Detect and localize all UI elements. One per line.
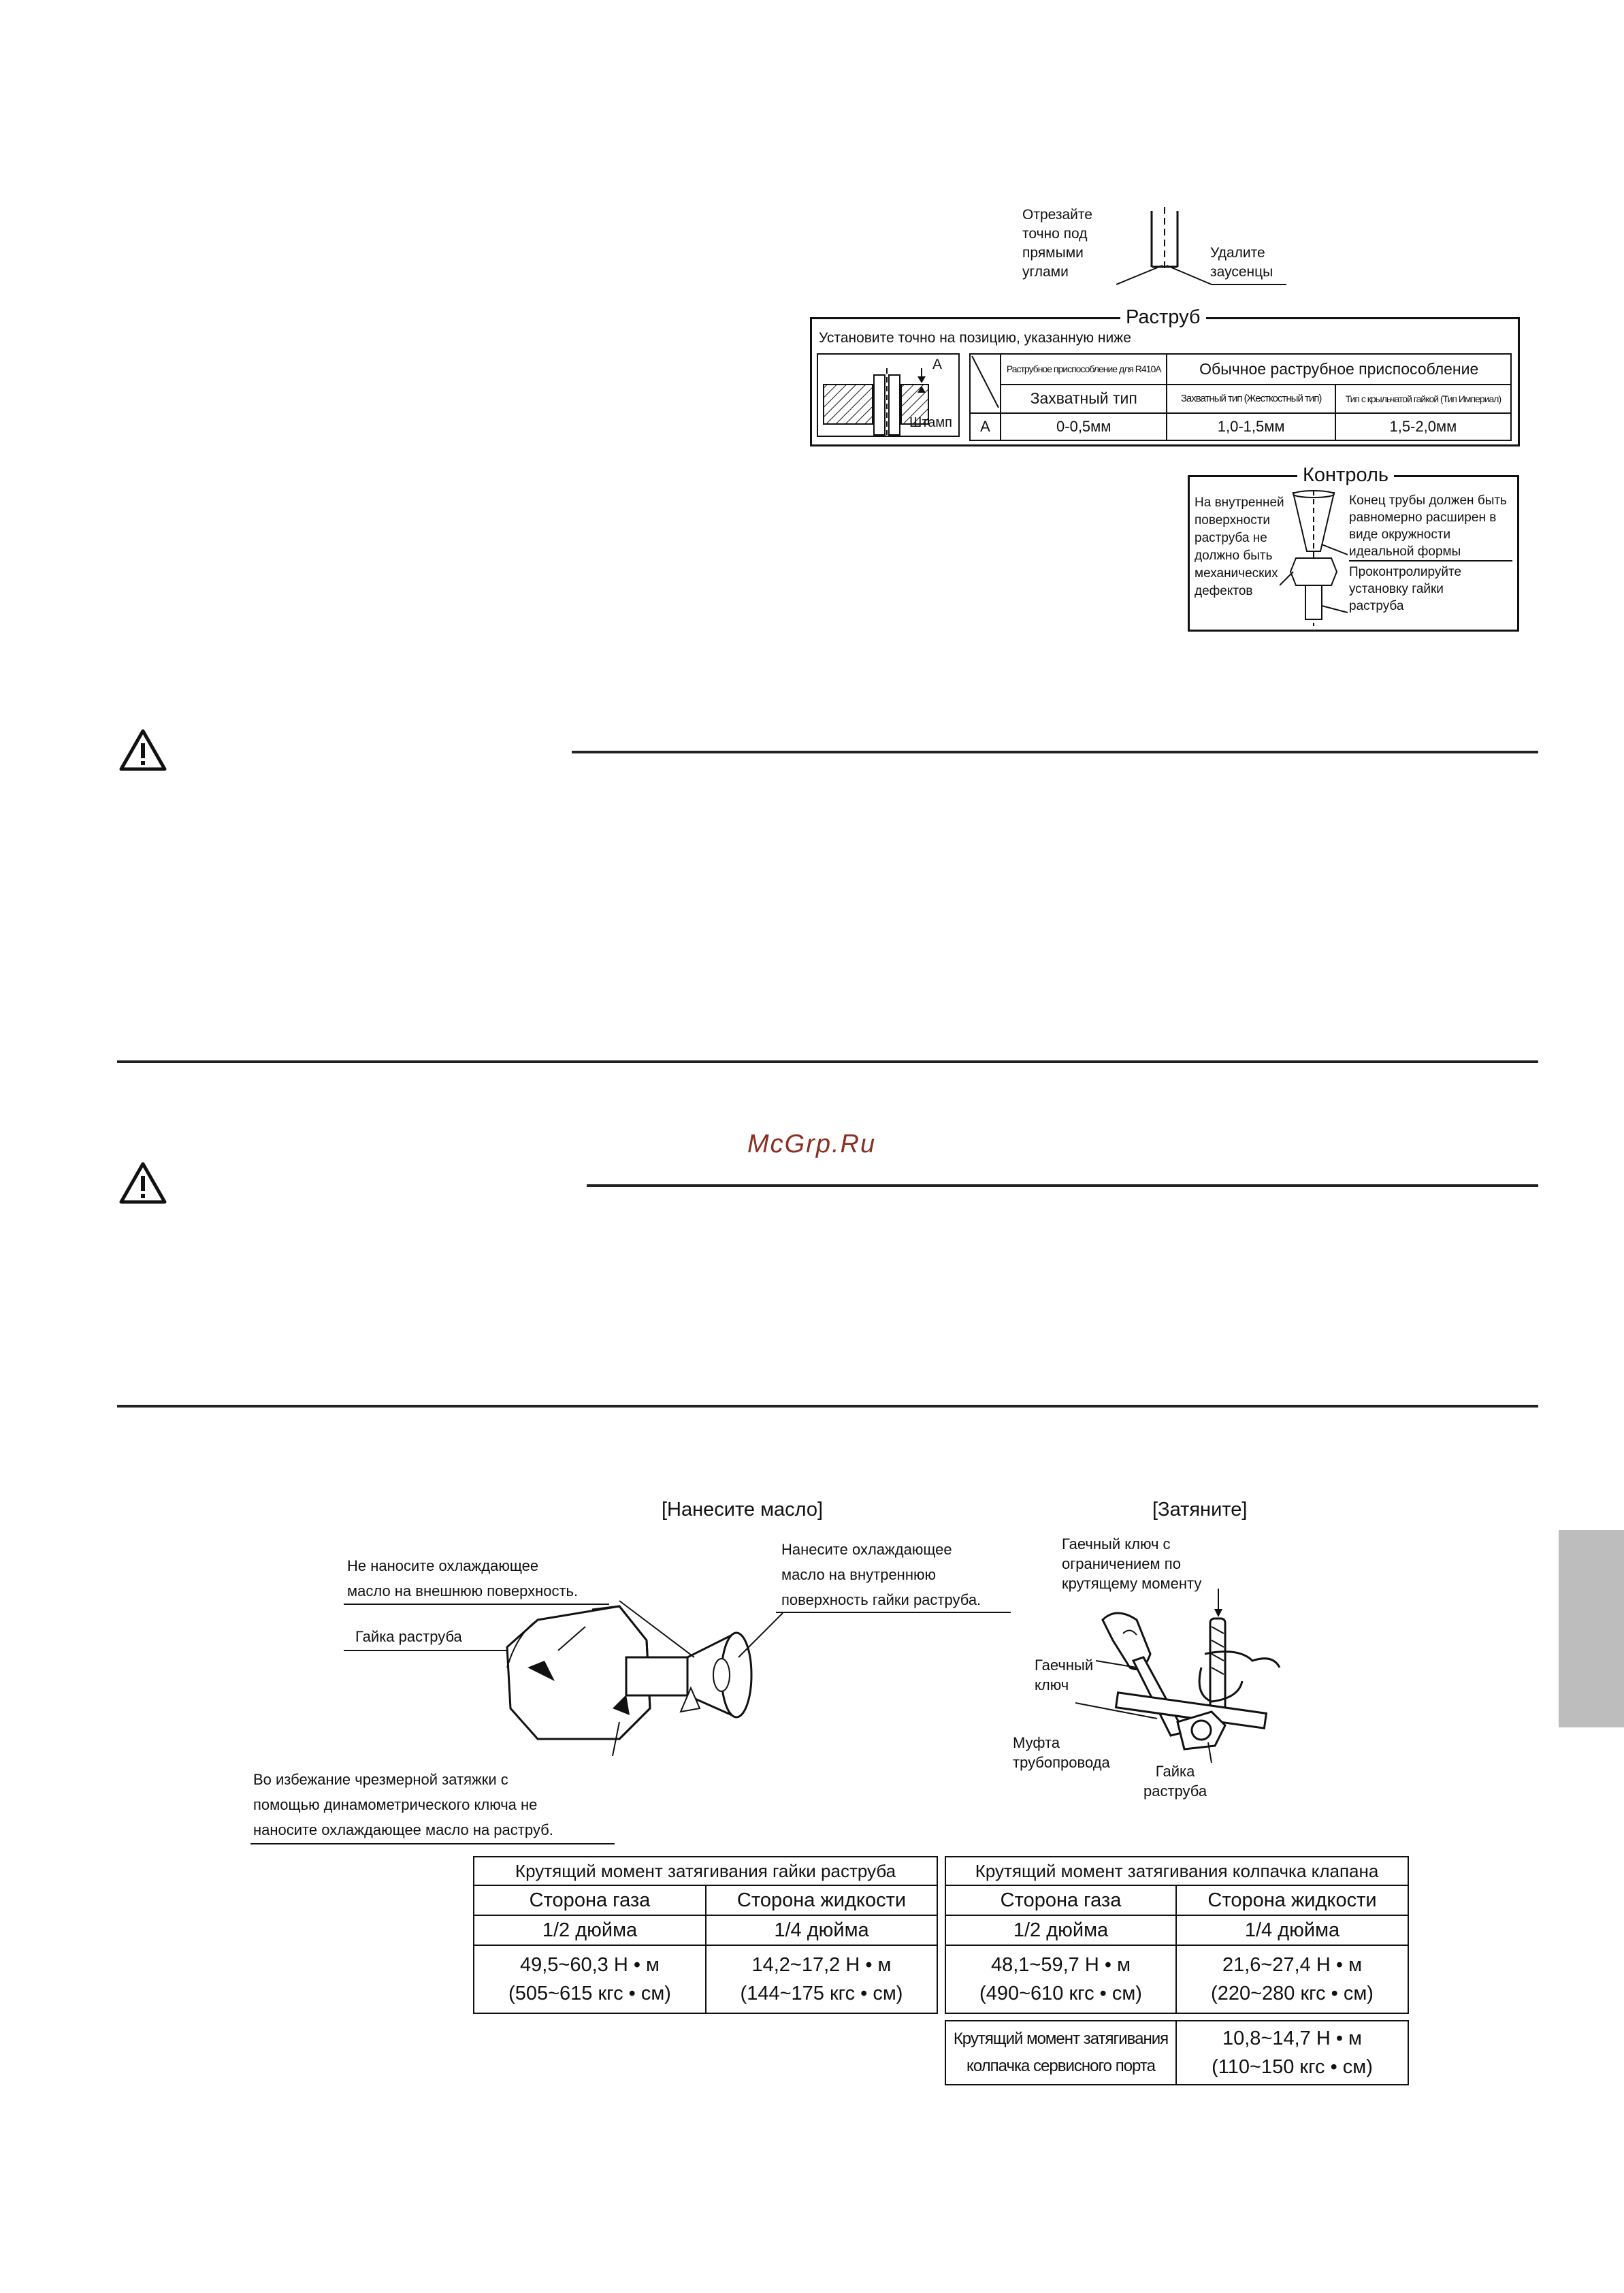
value-line: 14,2~17,2 Н • м [751,1954,892,1976]
note-line: Гаечный [1035,1657,1094,1674]
section-rule [572,751,1538,753]
note-line: виде окружности [1349,527,1451,542]
sub-wing: Тип с крыльчатой гайкой (Тип Империал) [1335,385,1511,413]
note-line: поверхность гайки раструба. [781,1591,981,1608]
torque-service-table [945,2020,1409,2085]
note-line: Нанесите охлаждающее [781,1541,952,1558]
torque-nut-title: Крутящий момент затягивания гайки раструба [474,1857,937,1885]
page-edge-tab [1559,1530,1624,1727]
oil-flare-nut-label: Гайка раструба [355,1628,462,1645]
note-line: Проконтролируйте [1349,565,1462,579]
value-line: (144~175 кгс • см) [740,1983,903,2004]
section-rule [587,1184,1538,1187]
note-line: установку гайки [1349,582,1444,596]
note-line: должно быть [1195,549,1273,563]
cut-label-line: точно под [1022,226,1088,242]
header-r410a: Раструбное приспособление для R410A [1001,354,1167,385]
control-left-note [1195,494,1284,600]
note-line: раструба не [1195,531,1267,545]
torque-cap-title: Крутящий момент затягивания колпачка клапана [945,1857,1408,1885]
note-line: Муфта [1013,1734,1060,1751]
watermark: McGrp.Ru [747,1130,877,1158]
sub-clutch: Захватный тип [1001,385,1167,413]
deburr-label [1210,244,1273,282]
diagonal-icon [971,355,1000,409]
torque-cap-val-gas [945,1945,1176,2013]
note-line: На внутренней [1195,495,1284,510]
note-line: помощью динамометрического ключа не [253,1796,538,1813]
value-line: 49,5~60,3 Н • м [519,1954,660,1976]
note-line: масло на внутреннюю [781,1566,936,1583]
value-line: (490~610 кгс • см) [979,1983,1142,2004]
val-clutch: 0-0,5мм [1001,413,1167,440]
tighten-title: [Затяните] [1152,1499,1248,1520]
torque-cap-val-liquid [1176,1945,1408,2013]
note-line: дефектов [1195,584,1253,598]
value-line: (110~150 кгс • см) [1212,2056,1373,2078]
cut-label-line: углами [1022,264,1069,280]
note-line: Конец трубы должен быть [1349,493,1507,508]
note-line: ограничением по [1062,1555,1181,1572]
torque-nut-val-liquid [706,1945,937,2013]
flare-title: Раструб [1120,306,1206,329]
leader-line [250,1843,615,1844]
oil-note-inner [781,1537,981,1612]
flare-nut-oil-icon [490,1593,790,1756]
value-line: (505~615 кгс • см) [508,1983,671,2004]
oil-title: [Нанесите масло] [662,1499,824,1520]
note-line: идеальной формы [1349,544,1461,559]
row-label-a: A [970,413,1001,440]
note-line: Гаечный ключ с [1062,1535,1171,1552]
oil-note-torque [253,1767,553,1842]
deburr-label-line: Удалите [1210,245,1265,261]
value-line: (220~280 кгс • см) [1211,1983,1374,2004]
wrench-tightening-icon [1075,1579,1286,1783]
cut-label [1022,206,1092,282]
note-line: Во избежание чрезмерной затяжки с [253,1771,508,1788]
torque-nut-table [473,1856,938,2014]
control-right-note-2 [1349,564,1461,615]
flare-size-table [969,353,1512,441]
torque-service-label [945,2021,1176,2085]
value-line: 48,1~59,7 Н • м [990,1954,1131,1976]
value-line: 10,8~14,7 Н • м [1222,2028,1362,2049]
torque-nut-col-gas: Сторона газа [474,1885,706,1915]
value-line: 21,6~27,4 Н • м [1222,1954,1363,1976]
note-line: крутящему моменту [1062,1575,1202,1592]
flare-instruction: Установите точно на позицию, указанную ниже [819,330,1131,346]
note-line: раструба [1349,599,1404,613]
torque-cap-col-liquid: Сторона жидкости [1176,1885,1408,1915]
note-line: механических [1195,566,1278,581]
leader-line [776,1612,1011,1613]
note-line: наносите охлаждающее масло на раструб. [253,1821,553,1838]
deburr-label-line: заусенцы [1210,264,1273,280]
sub-clutch-rigid: Захватный тип (Жесткостный тип) [1167,385,1335,413]
torque-nut-col-liquid: Сторона жидкости [706,1885,937,1915]
note-line: поверхности [1195,513,1271,527]
label-line: Крутящий момент затягивания [953,2030,1169,2048]
control-title: Контроль [1297,464,1394,487]
flare-label-stamp: Штамп [909,415,952,430]
section-divider [117,1405,1538,1408]
note-line: равномерно расширен в [1349,510,1497,525]
torque-cap-size-liquid: 1/4 дюйма [1176,1915,1408,1945]
torque-nut-size-liquid: 1/4 дюйма [706,1915,937,1945]
flare-check-icon [1280,490,1348,626]
note-line: Не наносите охлаждающее [347,1557,539,1574]
val-wing: 1,5-2,0мм [1335,413,1511,440]
flare-table-corner [970,354,1001,413]
note-line: Гайка [1155,1763,1195,1780]
val-rigid: 1,0-1,5мм [1167,413,1335,440]
flare-label-a: A [932,357,943,372]
cut-label-line: прямыми [1022,245,1084,261]
note-line: раструба [1143,1783,1207,1800]
section-divider [117,1060,1538,1063]
note-line: масло на внешнюю поверхность. [347,1582,579,1599]
control-divider [1349,560,1512,562]
torque-cap-table [945,1856,1409,2014]
label-line: колпачка сервисного порта [967,2057,1155,2075]
note-line: ключ [1035,1676,1069,1693]
torque-nut-val-gas [474,1945,706,2013]
torque-service-value [1176,2021,1408,2085]
warning-icon [118,1161,167,1205]
torque-cap-col-gas: Сторона газа [945,1885,1176,1915]
note-line: трубопровода [1013,1754,1110,1771]
torque-cap-size-gas: 1/2 дюйма [945,1915,1176,1945]
control-right-note-1 [1349,492,1507,560]
header-conventional: Обычное раструбное приспособление [1167,354,1511,385]
torque-nut-size-gas: 1/2 дюйма [474,1915,706,1945]
warning-icon [118,728,167,772]
cut-label-line: Отрезайте [1022,207,1092,223]
